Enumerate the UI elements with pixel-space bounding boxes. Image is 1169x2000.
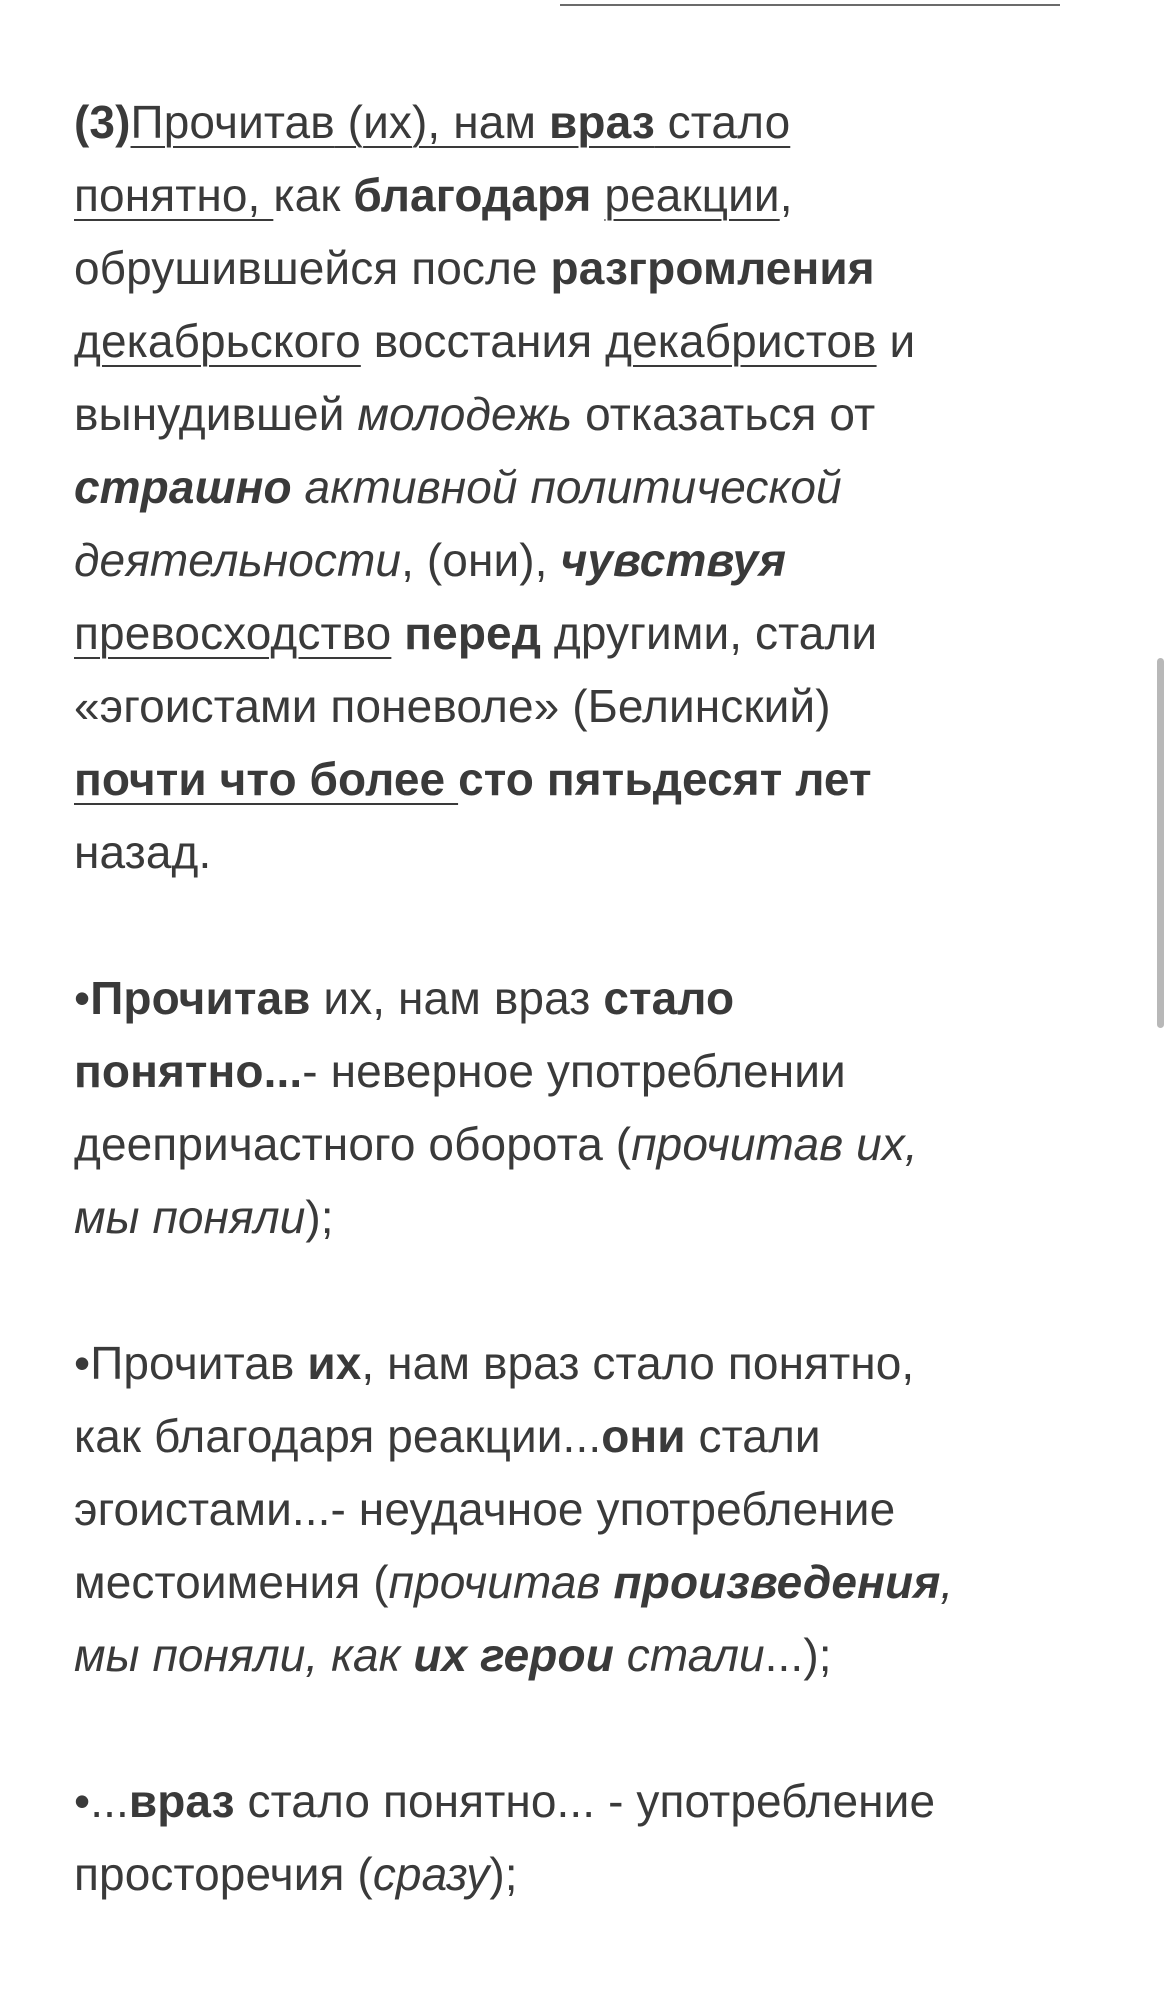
text-line: понятно, как благодаря реакции, <box>74 169 793 221</box>
example-number: (3) <box>74 96 131 148</box>
text-line: как благодаря реакции...они стали <box>74 1410 821 1462</box>
text-line: превосходство перед другими, стали <box>74 607 878 659</box>
text-line: «эгоистами поневоле» (Белинский) <box>74 680 831 732</box>
text-line: мы поняли); <box>74 1191 334 1243</box>
text-line: (3)Прочитав (их), нам враз стало <box>74 96 791 148</box>
text-line: деепричастного оборота (прочитав их, <box>74 1118 918 1170</box>
text-line: •...враз стало понятно... - употребление <box>74 1775 936 1827</box>
text-line: страшно активной политической <box>74 461 842 513</box>
text-line: •Прочитав их, нам враз стало <box>74 972 735 1024</box>
text-line: деятельности, (они), чувствуя <box>74 534 787 586</box>
analysis-bullet-participle <box>74 962 1074 1254</box>
underline-fragment <box>560 4 1060 6</box>
analysis-bullet-pronoun <box>74 1327 1074 1692</box>
text-line: вынудившей молодежь отказаться от <box>74 388 876 440</box>
text-line: назад. <box>74 826 212 878</box>
bullet-marker: • <box>74 972 91 1024</box>
text-line: эгоистами...- неудачное употребление <box>74 1483 896 1535</box>
text-line: просторечия (сразу); <box>74 1848 518 1900</box>
cropped-previous-line <box>560 0 1080 10</box>
text-line: декабрьского восстания декабристов и <box>74 315 916 367</box>
text-line: мы поняли, как их герои стали...); <box>74 1629 832 1681</box>
document-content <box>74 86 1074 1984</box>
text-line: местоимения (прочитав произведения, <box>74 1556 954 1608</box>
vertical-scrollbar[interactable] <box>1157 658 1164 1028</box>
text-line: понятно...- неверное употреблении <box>74 1045 846 1097</box>
text-line: обрушившейся после разгромления <box>74 242 875 294</box>
text-line: •Прочитав их, нам враз стало понятно, <box>74 1337 915 1389</box>
example-3-paragraph <box>74 86 1074 889</box>
text-line: почти что более сто пятьдесят лет <box>74 753 872 805</box>
analysis-bullet-colloquial <box>74 1765 1074 1911</box>
